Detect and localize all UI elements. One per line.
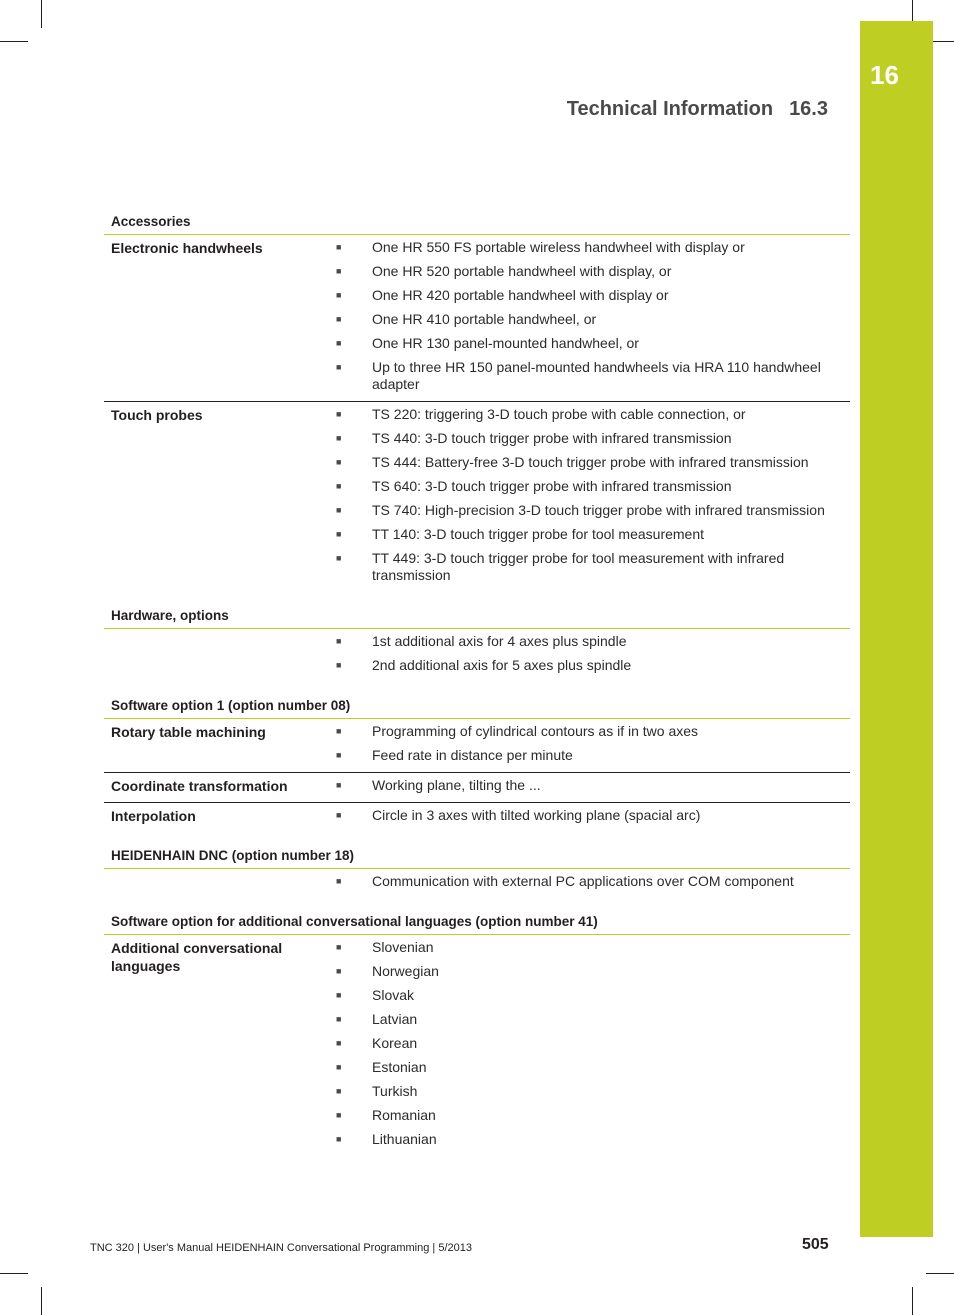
crop-mark	[912, 1287, 913, 1315]
list-item-text: TT 449: 3-D touch trigger probe for tool measurement with infrared transmission	[372, 550, 785, 583]
bullet-icon: ■	[336, 726, 342, 736]
list-item-text: Estonian	[372, 1059, 427, 1075]
list-item	[331, 1009, 850, 1033]
section-title: Software option for additional conversational languages (option number 41)	[104, 914, 850, 935]
table-row	[104, 719, 850, 773]
list-item-text: Up to three HR 150 panel-mounted handwheels via HRA 110 handwheel adapter	[372, 359, 821, 392]
row-items	[331, 631, 850, 679]
list-item	[331, 871, 850, 895]
list-item-text: Turkish	[372, 1083, 418, 1099]
list-item	[331, 548, 850, 589]
list-item-text: TS 640: 3-D touch trigger probe with infrared transmission	[372, 478, 732, 494]
crop-mark	[41, 0, 42, 28]
bullet-icon: ■	[336, 810, 342, 820]
row-items	[331, 404, 850, 589]
list-item-text: One HR 550 FS portable wireless handwheel with display or	[372, 239, 745, 255]
table-row	[104, 935, 850, 1156]
list-item	[331, 524, 850, 548]
list-item	[331, 285, 850, 309]
list-item	[331, 428, 850, 452]
list-item-text: Working plane, tilting the ...	[372, 777, 541, 793]
header-title: Technical Information	[566, 98, 774, 120]
bullet-icon: ■	[336, 1062, 342, 1072]
bullet-icon: ■	[336, 990, 342, 1000]
list-item-text: Slovak	[372, 987, 415, 1003]
list-item	[331, 985, 850, 1009]
list-item	[331, 961, 850, 985]
list-item-text: Slovenian	[372, 939, 434, 955]
bullet-icon: ■	[336, 780, 342, 790]
bullet-icon: ■	[336, 505, 342, 515]
section-title: Hardware, options	[104, 608, 850, 629]
list-item-text: One HR 420 portable handwheel with display or	[372, 287, 669, 303]
list-item-text: Feed rate in distance per minute	[372, 747, 573, 763]
row-items	[331, 871, 850, 895]
row-label: Interpolation	[111, 808, 196, 824]
row-label	[104, 871, 331, 895]
table-row	[104, 773, 850, 803]
list-item	[331, 452, 850, 476]
bullet-icon: ■	[336, 876, 342, 886]
bullet-icon: ■	[336, 1110, 342, 1120]
list-item-text: One HR 520 portable handwheel with display, or	[372, 263, 672, 279]
list-item	[331, 333, 850, 357]
spec-table	[104, 214, 850, 1156]
list-item	[331, 721, 850, 745]
list-item	[331, 1081, 850, 1105]
list-item-text: Communication with external PC applications over COM component	[372, 873, 794, 889]
bullet-icon: ■	[336, 636, 342, 646]
section	[104, 608, 850, 682]
bullet-icon: ■	[336, 553, 342, 563]
header-section: 16.3	[789, 98, 828, 120]
section-title: Accessories	[104, 214, 850, 235]
list-item-text: Korean	[372, 1035, 418, 1051]
bullet-icon: ■	[336, 1134, 342, 1144]
table-row	[104, 235, 850, 402]
list-item-text: Norwegian	[372, 963, 439, 979]
list-item-text: One HR 410 portable handwheel, or	[372, 311, 597, 327]
list-item	[331, 745, 850, 769]
crop-mark	[41, 1287, 42, 1315]
table-row	[104, 803, 850, 832]
bullet-icon: ■	[336, 362, 342, 372]
bullet-icon: ■	[336, 242, 342, 252]
chapter-tab	[860, 21, 933, 1237]
bullet-icon: ■	[336, 529, 342, 539]
section	[104, 214, 850, 592]
section-title: HEIDENHAIN DNC (option number 18)	[104, 848, 850, 869]
section	[104, 914, 850, 1156]
bullet-icon: ■	[336, 750, 342, 760]
row-label: Additional conversational languages	[111, 940, 283, 974]
list-item	[331, 1057, 850, 1081]
row-items	[331, 237, 850, 398]
list-item-text: 2nd additional axis for 5 axes plus spindle	[372, 657, 632, 673]
page-header	[567, 98, 828, 121]
list-item	[331, 309, 850, 333]
list-item	[331, 1129, 850, 1153]
bullet-icon: ■	[336, 433, 342, 443]
section-title: Software option 1 (option number 08)	[104, 698, 850, 719]
crop-mark	[0, 41, 28, 42]
list-item	[331, 476, 850, 500]
bullet-icon: ■	[336, 1038, 342, 1048]
list-item	[331, 937, 850, 961]
list-item-text: TS 440: 3-D touch trigger probe with infrared transmission	[372, 430, 732, 446]
list-item-text: 1st additional axis for 4 axes plus spindle	[372, 633, 627, 649]
bullet-icon: ■	[336, 338, 342, 348]
page-number: 505	[802, 1236, 829, 1253]
list-item	[331, 1105, 850, 1129]
section	[104, 698, 850, 832]
list-item-text: Circle in 3 axes with tilted working plane (spacial arc)	[372, 807, 701, 823]
list-item	[331, 357, 850, 398]
row-label: Touch probes	[111, 407, 203, 423]
crop-mark	[926, 1273, 954, 1274]
list-item-text: TS 740: High-precision 3-D touch trigger probe with infrared transmission	[372, 502, 825, 518]
table-row	[104, 629, 850, 682]
row-label: Coordinate transformation	[111, 778, 288, 794]
bullet-icon: ■	[336, 290, 342, 300]
list-item-text: Romanian	[372, 1107, 436, 1123]
chapter-number: 16	[870, 60, 899, 90]
section	[104, 848, 850, 898]
bullet-icon: ■	[336, 1014, 342, 1024]
row-items	[331, 775, 850, 799]
row-label: Electronic handwheels	[111, 240, 263, 256]
list-item-text: TS 220: triggering 3-D touch probe with cable connection, or	[372, 406, 746, 422]
list-item	[331, 631, 850, 655]
row-items	[331, 721, 850, 769]
row-items	[331, 805, 850, 829]
table-row	[104, 869, 850, 898]
list-item-text: TS 444: Battery-free 3-D touch trigger probe with infrared transmission	[372, 454, 809, 470]
list-item	[331, 261, 850, 285]
list-item	[331, 655, 850, 679]
list-item	[331, 805, 850, 829]
footer-text: TNC 320 | User's Manual HEIDENHAIN Conversational Programming | 5/2013	[90, 1242, 472, 1254]
list-item	[331, 404, 850, 428]
list-item	[331, 1033, 850, 1057]
list-item-text: Programming of cylindrical contours as if in two axes	[372, 723, 699, 739]
row-label	[104, 631, 331, 679]
list-item-text: Lithuanian	[372, 1131, 437, 1147]
bullet-icon: ■	[336, 266, 342, 276]
crop-mark	[0, 1273, 28, 1274]
list-item	[331, 500, 850, 524]
row-label: Rotary table machining	[111, 724, 266, 740]
row-items	[331, 937, 850, 1153]
bullet-icon: ■	[336, 409, 342, 419]
bullet-icon: ■	[336, 481, 342, 491]
list-item	[331, 775, 850, 799]
list-item-text: Latvian	[372, 1011, 418, 1027]
bullet-icon: ■	[336, 966, 342, 976]
list-item-text: One HR 130 panel-mounted handwheel, or	[372, 335, 639, 351]
bullet-icon: ■	[336, 457, 342, 467]
bullet-icon: ■	[336, 942, 342, 952]
list-item-text: TT 140: 3-D touch trigger probe for tool measurement	[372, 526, 705, 542]
bullet-icon: ■	[336, 1086, 342, 1096]
table-row	[104, 402, 850, 592]
bullet-icon: ■	[336, 660, 342, 670]
list-item	[331, 237, 850, 261]
bullet-icon: ■	[336, 314, 342, 324]
